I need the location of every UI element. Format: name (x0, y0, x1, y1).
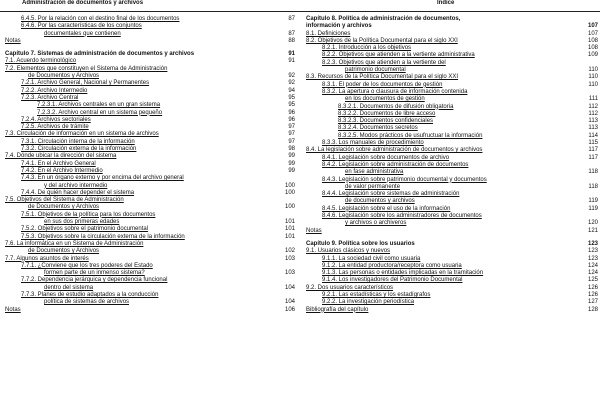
toc-page-number: 107 (587, 23, 598, 30)
toc-entry (5, 146, 295, 153)
toc-entry-title: 8.1. Definiciones (306, 30, 351, 37)
toc-entry-title: 7.4. Dónde ubicar la dirección del sistema (5, 153, 117, 160)
toc-entry-title: Capítulo 7. Sistemas de administración de documentos y archivos (5, 51, 195, 58)
toc-entry-title: 7.3.1. Circulación interna de la información (21, 138, 135, 145)
toc-page-number: 112 (588, 103, 598, 110)
toc-entry (5, 124, 295, 131)
toc-entry (306, 89, 598, 104)
toc-entry (306, 60, 598, 75)
toc-page-number: 123 (587, 240, 598, 247)
toc-entry-title: Notas (306, 227, 322, 234)
toc-entry (306, 52, 598, 59)
toc-entry (5, 102, 295, 109)
toc-entry-title: 6.4.5. Por la relación con el destino final de los documentos (21, 16, 180, 22)
toc-entry (306, 111, 598, 118)
toc-page-number: 103 (284, 270, 295, 277)
toc-entry-title: Notas (5, 37, 21, 44)
toc-entry-title: 8.3.1. El poder de los documentos de gestión (322, 81, 443, 88)
toc-entry-title: de documentos y archivos (345, 198, 415, 205)
toc-entry-title: 7.6. La informática en un Sistema de Administración (5, 240, 144, 247)
toc-entry-title: 8.2.1. Introducción a los objetivos (322, 45, 412, 52)
toc-entry-title: 9.1.2. La entidad productora/receptora como usuaria (322, 262, 462, 269)
chapter-heading (306, 241, 598, 248)
toc-entry (5, 212, 295, 227)
toc-page-number: 126 (587, 291, 598, 298)
toc-entry (5, 95, 295, 102)
toc-entry (306, 228, 598, 235)
toc-entry (5, 131, 295, 138)
toc-page-number: 112 (588, 110, 598, 117)
toc-entry-title: 8.3. Recursos de la Política Documental para el siglo XXI (306, 74, 459, 81)
toc-page-number: 100 (284, 189, 295, 196)
toc-entry-title: 9.2. Dos usuarios característicos (306, 284, 394, 291)
toc-entry-title: 8.4.5. Legislación sobre el uso de la información (322, 205, 451, 212)
toc-entry (306, 277, 598, 284)
toc-entry (306, 147, 598, 154)
toc-entry-title: de Documentos y Archivos (28, 248, 100, 255)
toc-entry (5, 66, 295, 81)
toc-entry-title: 9.2.1. Las estadísticas y los estadígrafos (322, 291, 431, 298)
toc-page-number: 98 (288, 146, 295, 153)
toc-page-number: 91 (288, 51, 295, 58)
toc-entry (5, 234, 295, 241)
chapter-heading (306, 16, 598, 31)
toc-page-number: 97 (288, 124, 295, 131)
toc-entry (306, 74, 598, 81)
toc-entry (306, 125, 598, 132)
toc-entry (306, 191, 598, 206)
toc-page-number: 124 (587, 270, 598, 277)
toc-page-number: 107 (587, 30, 598, 37)
toc-page-number: 95 (288, 102, 295, 109)
toc-entry-title: 7.2.4. Archivos sectoriales (21, 116, 91, 123)
toc-entry-title: Bibliografía del capítulo (306, 306, 369, 313)
toc-page-number: 124 (587, 262, 598, 269)
toc-entry (306, 213, 598, 228)
toc-entry (5, 58, 295, 65)
toc-entry-title: de Documentos y Archivos (28, 73, 100, 80)
toc-page-number: 108 (587, 45, 598, 52)
toc-entry-title: 7.2.3. Archivo Central (21, 94, 79, 101)
toc-page-number: 119 (588, 205, 598, 212)
toc-entry (306, 177, 598, 192)
header-rule (0, 11, 600, 12)
toc-entry-title: 8.3.2. La apertura o clausura de información contenida (322, 88, 468, 95)
toc-entry (306, 155, 598, 162)
toc-entry-title: 8.3.2.3. Documentos confidenciales (338, 118, 434, 125)
toc-entry (306, 206, 598, 213)
toc-page-number: 110 (588, 74, 598, 81)
toc-page-number: 114 (588, 132, 598, 139)
toc-entry (306, 133, 598, 140)
toc-entry-title: 7.7.1. ¿Conviene que los tres poderes del Estado (21, 262, 153, 269)
toc-entry (306, 118, 598, 125)
toc-page-number: 113 (588, 118, 598, 125)
toc-entry (5, 292, 295, 307)
toc-entry-title: de valor permanente (345, 183, 401, 190)
toc-entry (5, 277, 295, 292)
toc-entry-title: 7.2.5. Archivos de trámite (21, 124, 89, 131)
toc-page-number: 87 (288, 16, 295, 22)
toc-entry (306, 104, 598, 111)
toc-page-number: 101 (284, 233, 295, 240)
toc-page-number: 118 (588, 169, 598, 176)
toc-entry-title: 7.4.1. En el Archivo General (21, 160, 96, 167)
toc-entry-title: 9.1. Usuarios clásicos y nuevos (306, 248, 391, 255)
toc-page-number: 128 (587, 306, 598, 313)
toc-entry (5, 88, 295, 95)
toc-entry (5, 161, 295, 168)
toc-page-number: 108 (587, 37, 598, 44)
toc-entry-title: 7.4.4. De quién hacer depender el sistema (21, 189, 135, 196)
toc-page-number: 104 (284, 284, 295, 291)
toc-entry-title: 7.7. Algunos asuntos de interés (5, 255, 89, 262)
toc-entry (306, 263, 598, 270)
toc-entry (5, 307, 295, 314)
toc-page-number: 104 (284, 299, 295, 306)
toc-entry-title: 7.4.2. En el Archivo Intermedio (21, 167, 103, 174)
toc-entry (306, 162, 598, 177)
toc-entry-title: en sus dos primeras edades (44, 219, 120, 226)
toc-entry-title: documentales que contienen (44, 30, 121, 37)
toc-page-number: 99 (288, 167, 295, 174)
toc-page-number: 99 (288, 160, 295, 167)
toc-entry-title: 8.3.2.5. Modos prácticos de usufructuar la información (338, 132, 483, 139)
toc-entry (306, 285, 598, 292)
toc-page-number: 92 (288, 73, 295, 80)
toc-entry (5, 139, 295, 146)
toc-entry-title: 7.1. Acuerdo terminológico (5, 58, 77, 65)
toc-entry-title: de Documentos y Archivos (28, 204, 100, 211)
toc-entry (306, 270, 598, 277)
toc-entry (5, 38, 295, 45)
chapter-heading (5, 51, 295, 58)
toc-page-number: 109 (587, 52, 598, 59)
toc-page-number: 110 (588, 67, 598, 74)
toc-entry (5, 241, 295, 256)
toc-page-number: 101 (284, 219, 295, 226)
toc-entry-title: 9.1.4. Los investigadores del Patrimonio Documental (322, 277, 463, 284)
toc-entry (5, 23, 295, 38)
toc-page-number: 110 (588, 81, 598, 88)
toc-entry-title: 7.4.3. En un órgano externo y por encima del archivo general (21, 175, 184, 182)
toc-entry-title: 6.4.6. Por las características de los conjuntos (21, 23, 142, 30)
toc-entry-title: 8.3.2.2. Documentos de libre acceso (338, 110, 436, 117)
toc-page-number: 113 (588, 125, 598, 132)
toc-page-number: 103 (284, 255, 295, 262)
toc-entry-title: y archivos o archiveros (345, 220, 407, 227)
toc-page-number: 127 (587, 299, 598, 306)
toc-entry (5, 256, 295, 263)
toc-entry-title: 7.3.2. Circulación externa de la información (21, 146, 137, 153)
toc-entry-title: 8.3.2.1. Documentos de difusión obligatoria (338, 103, 454, 110)
toc-page-number: 123 (587, 255, 598, 262)
toc-page-number: 123 (587, 248, 598, 255)
toc-entry-title: 7.2.1. Archivo General, Nacional y Permanentes (21, 80, 150, 87)
toc-entry-title: 9.2.2. La investigación periodística (322, 299, 415, 306)
toc-page-number: 101 (284, 226, 295, 233)
toc-page-number: 88 (288, 37, 295, 44)
toc-entry-title: en los documentos de gestión (345, 96, 425, 103)
toc-entry (5, 197, 295, 212)
toc-entry (306, 299, 598, 306)
toc-entry-title: 7.2.2. Archivo Intermedio (21, 87, 88, 94)
toc-entry-title: patrimonio documental (345, 67, 406, 74)
toc-entry-title: 8.3.2.4. Documentos secretos (338, 125, 418, 132)
toc-page-number: 100 (284, 182, 295, 189)
toc-entry-title: 8.2.3. Objetivos que atienden a la vertiente del (322, 59, 446, 66)
toc-entry-title: Notas (5, 306, 21, 313)
toc-entry (5, 117, 295, 124)
toc-page-number: 97 (288, 131, 295, 138)
toc-entry (306, 248, 598, 255)
toc-entry (306, 307, 598, 314)
toc-entry-title: 8.4.6. Legislación sobre los administradores de documentos (322, 213, 482, 220)
toc-page-number: 119 (588, 198, 598, 205)
toc-page-number: 99 (288, 153, 295, 160)
toc-entry-title: 8.4.1. Legislación sobre documentos de archivo (322, 154, 450, 161)
toc-entry-title: en fase administrativa (345, 169, 404, 176)
toc-page-number: 117 (588, 147, 598, 154)
toc-page-number: 97 (288, 138, 295, 145)
toc-page-number: 121 (587, 227, 598, 234)
toc-entry-title: 8.3.3. Los manuales de procedimiento (322, 140, 424, 147)
toc-page-number: 95 (288, 94, 295, 101)
toc-entry-title: 8.4. La legislación sobre administración de documentos y archivos (306, 147, 483, 154)
toc-entry-title: Capítulo 8. Política de administración de documentos, (306, 16, 461, 22)
toc-entry-title: 8.2.2. Objetivos que atienden a la vertiente administrativa (322, 52, 475, 59)
toc-page-number: 126 (587, 284, 598, 291)
toc-entry-title: 7.5.3. Objetivos sobre la circulación externa de la información (21, 233, 185, 240)
toc-entry-title: 7.5.2. Objetivos sobre el patrimonio documental (21, 226, 149, 233)
toc-entry-title: 7.7.2. Dependencia jerárquica y dependencia funcional (21, 277, 168, 284)
toc-entry-title: 9.1.1. La sociedad civil como usuaria (322, 255, 421, 262)
toc-entry-title: política de sistemas de archivos (44, 299, 130, 306)
toc-page-number: 94 (288, 87, 295, 94)
toc-page-number: 96 (288, 109, 295, 116)
toc-entry (5, 16, 295, 23)
toc-entry-title: dentro del sistema (44, 284, 94, 291)
toc-page-number: 118 (588, 183, 598, 190)
toc-entry-title: y del archivo intermedio (44, 182, 108, 189)
toc-entry-title: 8.4.3. Legislación sobre patrimonio documental y documentos (322, 176, 487, 183)
toc-entry-title: 8.4.4. Legislación sobre sistemas de administración (322, 191, 460, 198)
toc-entry (306, 82, 598, 89)
toc-entry (5, 190, 295, 197)
toc-entry (306, 31, 598, 38)
toc-entry-title: 7.2.3.2. Archivo central en un sistema pequeño (37, 109, 163, 116)
running-header-right: Índice (437, 0, 455, 6)
toc-entry-title: 7.7.3. Planes de estudio adaptados a la conducción (21, 291, 159, 298)
toc-entry-title: información y archivos (306, 23, 372, 30)
toc-entry-title: 7.5.1. Objetivos de la política para los documentos (21, 211, 156, 218)
toc-entry (5, 175, 295, 190)
toc-entry (306, 38, 598, 45)
toc-page-number: 106 (284, 306, 295, 313)
toc-page-number: 120 (587, 220, 598, 227)
toc-page-number: 92 (288, 80, 295, 87)
toc-entry-title: 9.1.3. Las personas o entidades implicadas en la tramitación (322, 270, 484, 277)
toc-page-number: 102 (284, 248, 295, 255)
toc-entry (306, 140, 598, 147)
toc-entry-title: 7.2.3.1. Archivos centrales en un gran sistema (37, 102, 161, 109)
toc-entry-title: formen parte de un inmenso sistema? (44, 270, 145, 277)
toc-entry (5, 168, 295, 175)
toc-entry-title: 7.5. Objetivos del Sistema de Administración (5, 197, 124, 204)
toc-entry (5, 110, 295, 117)
toc-page-number: 117 (588, 154, 598, 161)
toc-page-number: 96 (288, 116, 295, 123)
toc-entry-title: 7.3. Circulación de información en un sistema de archivos (5, 131, 159, 138)
toc-entry (306, 292, 598, 299)
toc-page-number: 100 (284, 204, 295, 211)
toc-entry-title: 7.2. Elementos que constituyen el Sistema de Administración (5, 65, 168, 72)
toc-entry (5, 263, 295, 278)
toc-entry (5, 153, 295, 160)
toc-entry-title: 8.2. Objetivos de la Política Documental para el siglo XXI (306, 37, 458, 44)
toc-column-right (306, 16, 598, 314)
toc-entry (5, 226, 295, 233)
running-header-left: Administración de documentos y archivos (22, 0, 144, 6)
toc-page-number: 115 (588, 140, 598, 147)
toc-entry (5, 80, 295, 87)
toc-entry-title: Capítulo 9. Política sobre los usuarios (306, 240, 415, 247)
toc-entry (306, 256, 598, 263)
toc-column-left (5, 16, 295, 314)
toc-entry-title: 8.4.2. Legislación sobre administración de documentos (322, 161, 469, 168)
toc-page-number: 125 (587, 277, 598, 284)
toc-page-number: 91 (288, 58, 295, 65)
toc-page-number: 111 (588, 96, 598, 103)
toc-entry (306, 45, 598, 52)
toc-page-number: 87 (288, 30, 295, 37)
